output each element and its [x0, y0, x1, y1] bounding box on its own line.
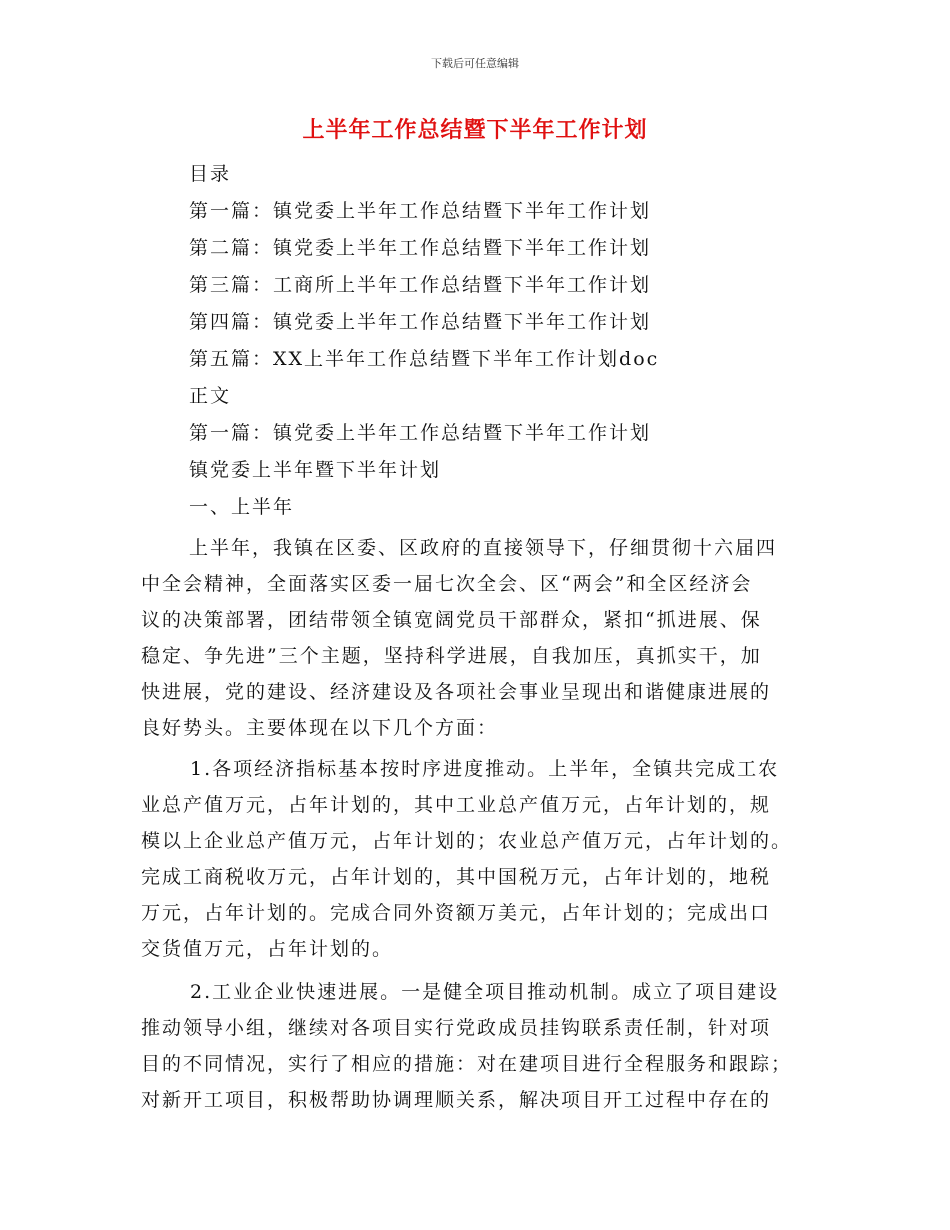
toc-item: 第四篇：镇党委上半年工作总结暨下半年工作计划 [189, 311, 652, 333]
toc-item: 第一篇：镇党委上半年工作总结暨下半年工作计划 [189, 200, 652, 222]
paragraph-line: 良好势头。主要体现在以下几个方面： [141, 717, 499, 739]
paragraph-line: 模以上企业总产值万元，占年计划的；农业总产值万元，占年计划的。 [141, 830, 793, 852]
section-heading: 一、上半年 [189, 496, 295, 518]
paragraph-line: 快进展，党的建设、经济建设及各项社会事业呈现出和谐健康进展的 [141, 681, 772, 703]
subtitle: 镇党委上半年暨下半年计划 [189, 459, 442, 481]
paragraph-line: 推动领导小组，继续对各项目实行党政成员挂钩联系责任制，针对项 [141, 1017, 772, 1039]
paragraph-line: 完成工商税收万元，占年计划的，其中国税万元，占年计划的，地税 [141, 866, 772, 888]
header-note: 下载后可任意编辑 [431, 57, 519, 70]
paragraph-line: 目的不同情况，实行了相应的措施：对在建项目进行全程服务和跟踪； [141, 1053, 793, 1075]
toc-item: 第三篇：工商所上半年工作总结暨下半年工作计划 [189, 274, 652, 296]
paragraph-line: 1.各项经济指标基本按时序进度推动。上半年，全镇共完成工农 [190, 758, 780, 780]
paragraph-line: 2.工业企业快速进展。一是健全项目推动机制。成立了项目建设 [190, 981, 780, 1003]
toc-item: 第二篇：镇党委上半年工作总结暨下半年工作计划 [189, 237, 652, 259]
paragraph-line: 稳定、争先进”三个主题，坚持科学进展，自我加压，真抓实干，加 [141, 645, 762, 667]
paragraph-line: 对新开工项目，积极帮助协调理顺关系，解决项目开工过程中存在的 [141, 1089, 772, 1111]
document-title: 上半年工作总结暨下半年工作计划 [302, 117, 648, 143]
body-heading: 正文 [189, 385, 232, 407]
part-title: 第一篇：镇党委上半年工作总结暨下半年工作计划 [189, 422, 652, 444]
paragraph-line: 万元，占年计划的。完成合同外资额万美元，占年计划的；完成出口 [141, 902, 772, 924]
paragraph-line: 交货值万元，占年计划的。 [141, 938, 394, 960]
toc-item: 第五篇：XX上半年工作总结暨下半年工作计划doc [189, 348, 660, 370]
paragraph-line: 上半年，我镇在区委、区政府的直接领导下，仔细贯彻十六届四 [189, 537, 778, 559]
paragraph-line: 议的决策部署，团结带领全镇宽阔党员干部群众，紧扣“抓进展、保 [141, 609, 762, 631]
paragraph-line: 中全会精神，全面落实区委一届七次全会、区“两会”和全区经济会 [141, 573, 753, 595]
paragraph-line: 业总产值万元，占年计划的，其中工业总产值万元，占年计划的，规 [141, 794, 772, 816]
toc-heading: 目录 [189, 163, 232, 185]
